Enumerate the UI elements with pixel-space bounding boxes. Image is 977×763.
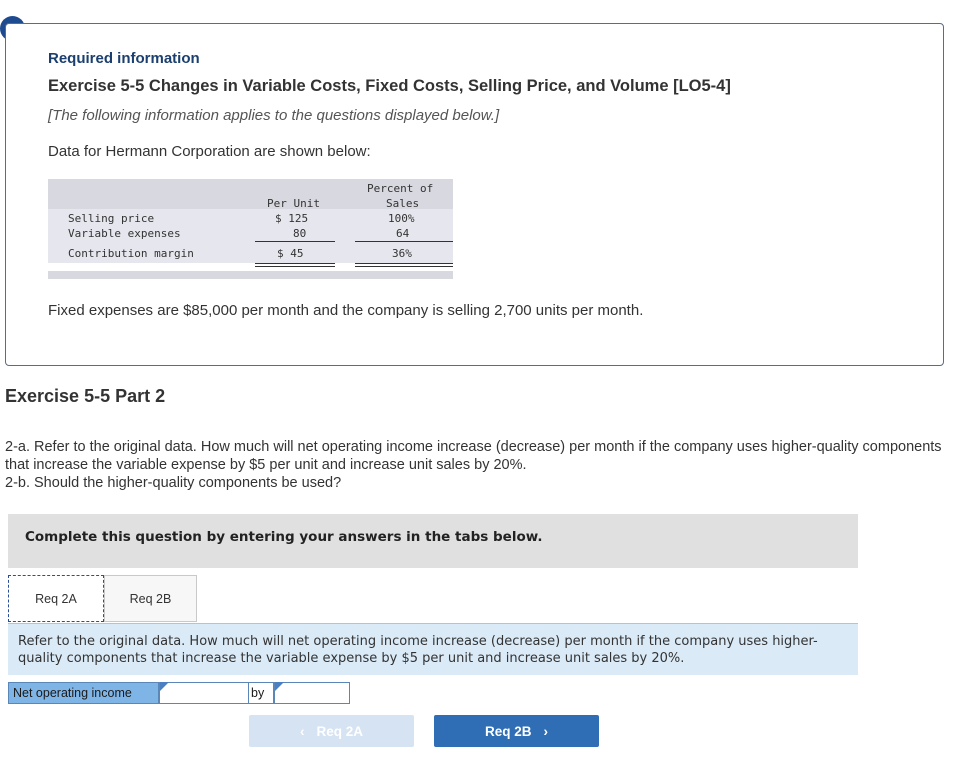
by-amount-input[interactable] bbox=[274, 682, 350, 704]
panel-question-text: Refer to the original data. How much will net operating income increase (decrease) per month if the company uses higher-quality components that increase the variable expense by $5 per unit and increase unit sales by 20%. bbox=[18, 634, 818, 666]
table-double-rule bbox=[255, 266, 335, 267]
net-operating-income-input[interactable] bbox=[159, 682, 249, 704]
prev-button-label: Req 2A bbox=[316, 723, 363, 739]
contribution-margin-per-unit: $ 45 bbox=[277, 247, 304, 260]
exercise-title: Exercise 5-5 Changes in Variable Costs, Fixed Costs, Selling Price, and Volume [LO5-4] bbox=[48, 77, 731, 95]
selling-price-per-unit: $ 125 bbox=[275, 212, 309, 225]
table-double-rule bbox=[355, 263, 453, 264]
row-label-contribution-margin: Contribution margin bbox=[68, 247, 194, 260]
contribution-data-table bbox=[48, 179, 453, 279]
instructions-text: Complete this question by entering your answers in the tabs below. bbox=[25, 529, 543, 545]
fixed-expenses-text: Fixed expenses are $85,000 per month and the company is selling 2,700 units per month. bbox=[48, 302, 644, 319]
selling-price-percent: 100% bbox=[388, 212, 415, 225]
tab-req-2a[interactable]: Req 2A bbox=[8, 575, 104, 622]
required-info-panel bbox=[5, 23, 944, 366]
variable-expenses-per-unit: 80 bbox=[293, 227, 307, 240]
question-2b: 2-b. Should the higher-quality components be used? bbox=[5, 475, 342, 491]
tab-panel-req-2a bbox=[8, 623, 858, 675]
instructions-bar bbox=[8, 514, 858, 568]
dropdown-flag-icon bbox=[160, 682, 169, 691]
prev-req-2a-button[interactable] bbox=[249, 715, 414, 747]
variable-expenses-percent: 64 bbox=[396, 227, 410, 240]
table-double-rule bbox=[255, 263, 335, 264]
table-divider bbox=[255, 241, 335, 242]
contribution-margin-percent: 36% bbox=[392, 247, 412, 260]
row-label-selling-price: Selling price bbox=[68, 212, 155, 225]
column-header-sales: Sales bbox=[386, 197, 420, 210]
question-text bbox=[5, 438, 945, 492]
chevron-right-icon: › bbox=[543, 723, 548, 739]
by-label: by bbox=[249, 682, 274, 704]
row-label-variable-expenses: Variable expenses bbox=[68, 227, 181, 240]
column-header-per-unit: Per Unit bbox=[267, 197, 320, 210]
next-button-label: Req 2B bbox=[484, 723, 532, 739]
question-2a: 2-a. Refer to the original data. How much will net operating income increase (decrease) per month if the company uses higher-quality components that increase the variable expense by $5 per unit and increase unit sales by 20%. bbox=[5, 439, 942, 473]
net-operating-income-label: Net operating income bbox=[8, 682, 159, 704]
next-req-2b-button[interactable] bbox=[434, 715, 599, 747]
chevron-left-icon: ‹ bbox=[299, 723, 305, 739]
table-divider bbox=[355, 241, 453, 242]
table-footer-background bbox=[48, 271, 453, 279]
data-intro: Data for Hermann Corporation are shown below: bbox=[48, 143, 371, 160]
dropdown-flag-icon bbox=[275, 682, 284, 691]
applies-note: [The following information applies to the questions displayed below.] bbox=[48, 107, 500, 124]
tab-req-2b[interactable]: Req 2B bbox=[104, 575, 197, 622]
part-title: Exercise 5-5 Part 2 bbox=[5, 386, 166, 406]
table-double-rule bbox=[355, 266, 453, 267]
required-info-heading: Required information bbox=[48, 50, 200, 67]
column-header-percent: Percent of bbox=[367, 182, 434, 195]
